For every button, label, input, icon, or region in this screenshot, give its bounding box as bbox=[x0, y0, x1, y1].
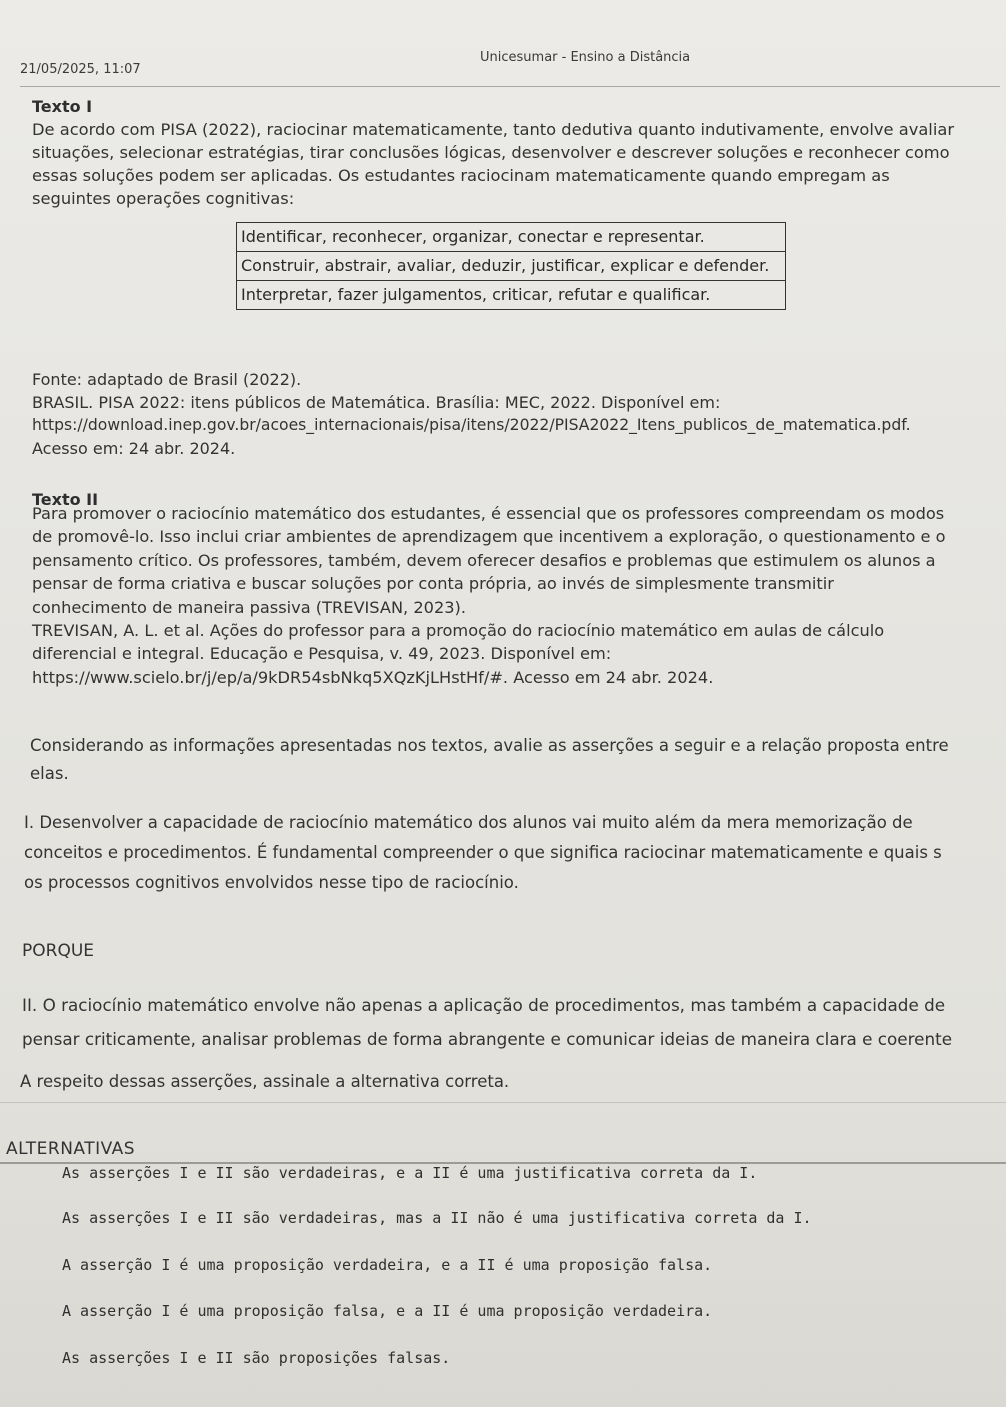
source-line: Acesso em: 24 abr. 2024. bbox=[32, 439, 236, 458]
alternative-d[interactable]: A asserção I é uma proposição falsa, e a II é uma proposição verdadeira. bbox=[62, 1302, 713, 1320]
source-line: BRASIL. PISA 2022: itens públicos de Matemática. Brasília: MEC, 2022. Disponível em: bbox=[32, 393, 721, 412]
operation-row: Identificar, reconhecer, organizar, conectar e representar. bbox=[237, 223, 785, 252]
alternative-e[interactable]: As asserções I e II são proposições falsas. bbox=[62, 1349, 451, 1367]
texto2-body bbox=[32, 502, 946, 689]
assertion-1-line: I. Desenvolver a capacidade de raciocínio matemático dos alunos vai muito além da mera memorização de bbox=[24, 813, 913, 832]
texto1-line: seguintes operações cognitivas: bbox=[32, 189, 295, 208]
source-line: Fonte: adaptado de Brasil (2022). bbox=[32, 370, 302, 389]
alternative-b[interactable]: As asserções I e II são verdadeiras, mas a II não é uma justificativa correta da I. bbox=[62, 1209, 812, 1227]
texto2-line: pensamento crítico. Os professores, também, devem oferecer desafios e problemas que estimulem os alunos a bbox=[32, 550, 936, 570]
texto2-line: conhecimento de maneira passiva (TREVISAN, 2023). bbox=[32, 597, 467, 617]
operation-row: Construir, abstrair, avaliar, deduzir, justificar, explicar e defender. bbox=[237, 252, 785, 281]
question-text: A respeito dessas asserções, assinale a alternativa correta. bbox=[20, 1072, 510, 1091]
texto2-line: de promovê-lo. Isso inclui criar ambientes de aprendizagem que incentivem a exploração, o questionamento e o bbox=[32, 527, 946, 547]
texto1-body bbox=[32, 118, 954, 210]
texto2-line: pensar de forma criativa e buscar soluções por conta própria, ao invés de simplesmente transmitir bbox=[32, 574, 834, 594]
texto1-line: situações, selecionar estratégias, tirar conclusões lógicas, desenvolver e descrever soluções e reconhecer como bbox=[32, 143, 950, 162]
alternative-c[interactable]: A asserção I é uma proposição verdadeira, e a II é uma proposição falsa. bbox=[62, 1256, 713, 1274]
texto2-line: TREVISAN, A. L. et al. Ações do professor para a promoção do raciocínio matemático em aulas de cálculo bbox=[32, 621, 885, 641]
alternatives-header: ALTERNATIVAS bbox=[6, 1139, 136, 1159]
prompt-line: Considerando as informações apresentadas nos textos, avalie as asserções a seguir e a relação proposta entre bbox=[30, 736, 949, 755]
texto2-line: diferencial e integral. Educação e Pesquisa, v. 49, 2023. Disponível em: bbox=[32, 644, 612, 664]
texto1-source bbox=[32, 368, 911, 460]
assertion-1-line: conceitos e procedimentos. É fundamental compreender o que significa raciocinar matematicamente e quais s bbox=[24, 843, 942, 862]
texto2-label: Texto II bbox=[32, 490, 99, 509]
site-title: Unicesumar - Ensino a Distância bbox=[480, 50, 691, 65]
operation-row: Interpretar, fazer julgamentos, criticar, refutar e qualificar. bbox=[241, 285, 711, 304]
header-divider bbox=[20, 86, 1000, 87]
print-datetime: 21/05/2025, 11:07 bbox=[20, 62, 141, 77]
texto2-line: https://www.scielo.br/j/ep/a/9kDR54sbNkq5XQzKjLHstHf/#. Acesso em 24 abr. 2024. bbox=[32, 667, 714, 687]
porque-connector: PORQUE bbox=[22, 941, 95, 961]
cognitive-operations-table bbox=[236, 222, 786, 310]
assertion-2-line: pensar criticamente, analisar problemas de forma abrangente e comunicar ideias de maneira clara e coerente bbox=[22, 1029, 953, 1049]
prompt bbox=[30, 730, 949, 786]
assertion-2 bbox=[22, 988, 952, 1056]
question-divider bbox=[0, 1102, 1006, 1103]
alternative-a[interactable]: As asserções I e II são verdadeiras, e a II é uma justificativa correta da I. bbox=[62, 1164, 758, 1182]
texto2-line: Para promover o raciocínio matemático dos estudantes, é essencial que os professores compreendam os modos bbox=[32, 504, 945, 523]
assertion-1-line: os processos cognitivos envolvidos nesse tipo de raciocínio. bbox=[24, 873, 519, 892]
source-line: https://download.inep.gov.br/acoes_internacionais/pisa/itens/2022/PISA2022_Itens_publicos_de_matematica.pdf. bbox=[32, 416, 911, 434]
assertion-1 bbox=[24, 808, 942, 898]
assertion-2-line: II. O raciocínio matemático envolve não apenas a aplicação de procedimentos, mas também a capacidade de bbox=[22, 995, 946, 1015]
texto1-label: Texto I bbox=[32, 97, 93, 116]
texto1-line: De acordo com PISA (2022), raciocinar matematicamente, tanto dedutiva quanto indutivamente, envolve avaliar bbox=[32, 120, 955, 139]
prompt-line: elas. bbox=[30, 764, 69, 783]
texto1-line: essas soluções podem ser aplicadas. Os estudantes raciocinam matematicamente quando empregam as bbox=[32, 166, 890, 185]
